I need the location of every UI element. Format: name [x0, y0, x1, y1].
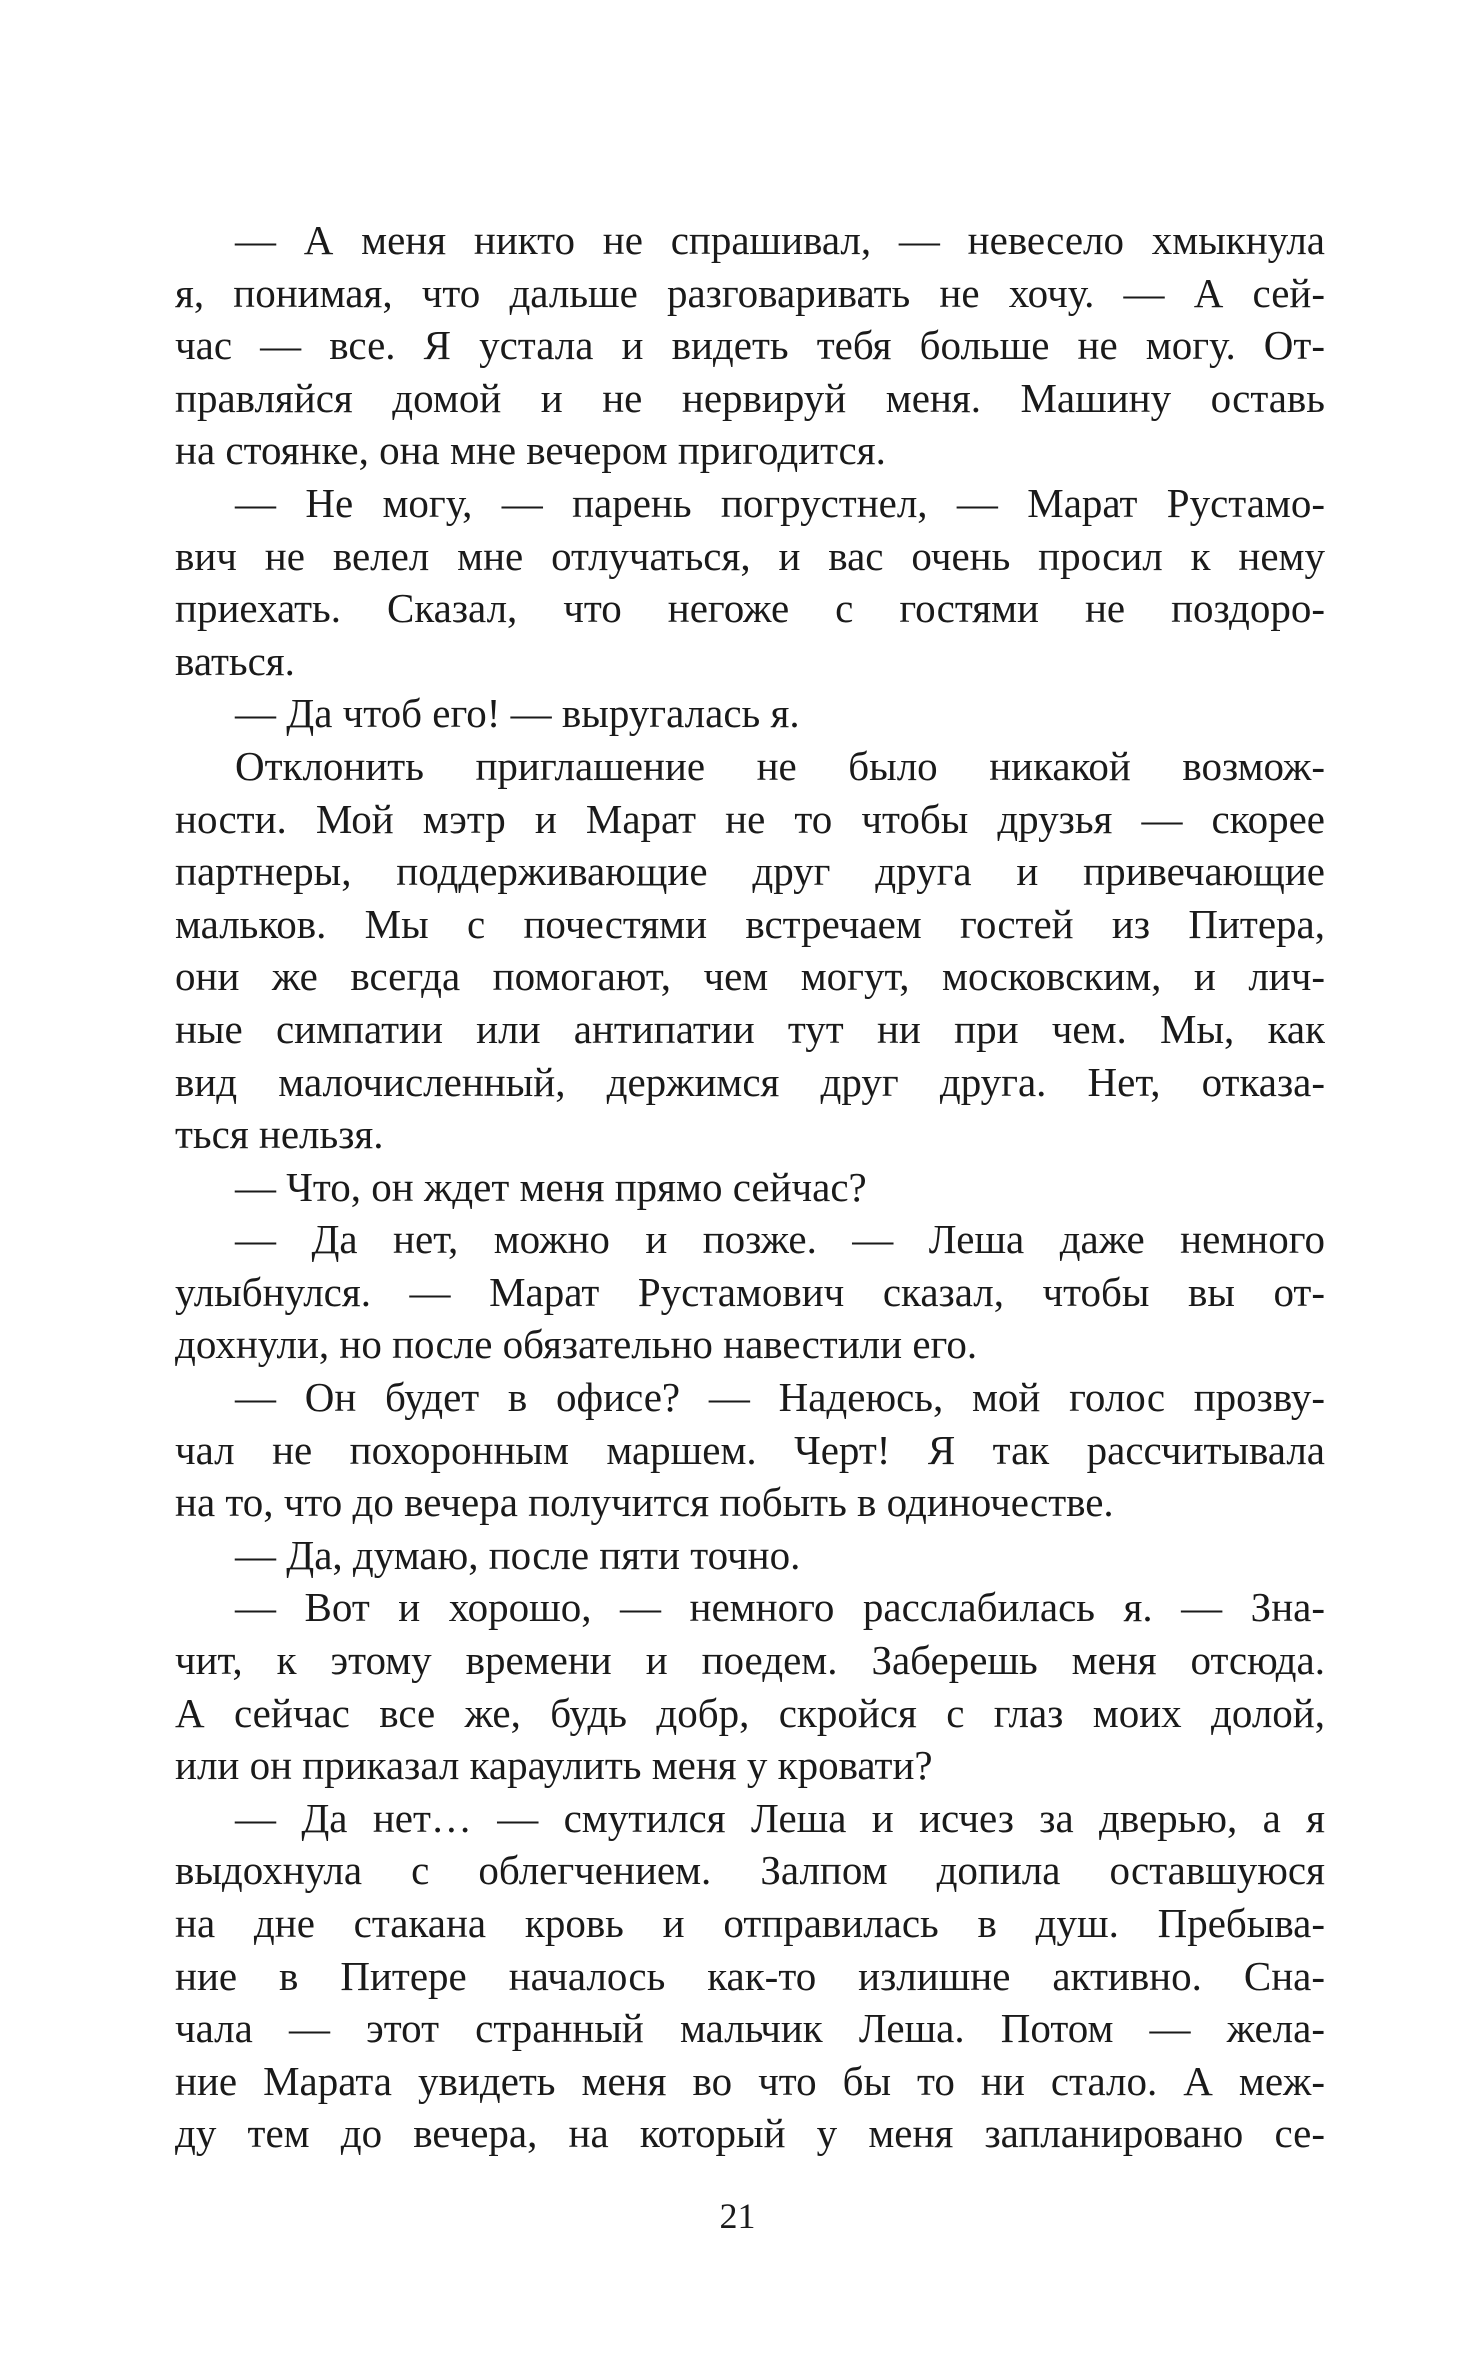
page-number: 21: [719, 2196, 756, 2236]
body-text: [175, 214, 1325, 2160]
text-line: вид малочисленный, держимся друг друга. Нет, отказа-: [175, 1058, 1325, 1105]
text-line: — Да, думаю, после пяти точно.: [235, 1531, 801, 1578]
text-line: — Не могу, — парень погрустнел, — Марат Рустамо-: [235, 479, 1325, 526]
text-line: или он приказал караулить меня у кровати?: [175, 1742, 933, 1789]
text-line: Отклонить приглашение не было никакой возмож-: [235, 742, 1325, 789]
text-line: чал не похоронным маршем. Черт! Я так рассчитывала: [175, 1426, 1325, 1473]
text-line: — Да чтоб его! — выругалась я.: [235, 690, 800, 737]
text-line: приехать. Сказал, что негоже с гостями не поздоро-: [175, 585, 1325, 632]
text-line: вич не велел мне отлучаться, и вас очень просил к нему: [175, 532, 1325, 579]
text-line: — Что, он ждет меня прямо сейчас?: [235, 1163, 867, 1210]
text-line: улыбнулся. — Марат Рустамович сказал, чтобы вы от-: [175, 1268, 1325, 1315]
text-line: чит, к этому времени и поедем. Заберешь меня отсюда.: [175, 1637, 1325, 1684]
text-line: я, понимая, что дальше разговаривать не хочу. — А сей-: [175, 269, 1325, 316]
text-line: — А меня никто не спрашивал, — невесело хмыкнула: [235, 217, 1325, 263]
text-line: партнеры, поддерживающие друг друга и привечающие: [175, 848, 1325, 895]
text-line: они же всегда помогают, чем могут, московским, и лич-: [175, 953, 1325, 1000]
text-line: мальков. Мы с почестями встречаем гостей из Питера,: [175, 900, 1325, 947]
text-line: на стоянке, она мне вечером пригодится.: [175, 427, 886, 474]
text-line: — Он будет в офисе? — Надеюсь, мой голос прозву-: [235, 1374, 1325, 1421]
text-line: на то, что до вечера получится побыть в одиночестве.: [175, 1479, 1114, 1526]
text-line: чала — этот странный мальчик Леша. Потом — жела-: [175, 2005, 1325, 2052]
text-line: час — все. Я устала и видеть тебя больше не могу. От-: [175, 322, 1325, 369]
text-line: ние в Питере началось как-то излишне активно. Сна-: [175, 1952, 1325, 1999]
text-line: ться нельзя.: [175, 1111, 384, 1158]
text-line: — Да нет… — смутился Леша и исчез за дверью, а я: [235, 1794, 1325, 1841]
text-line: правляйся домой и не нервируй меня. Машину оставь: [175, 374, 1325, 421]
text-line: на дне стакана кровь и отправилась в душ. Пребыва-: [175, 1900, 1325, 1946]
text-line: выдохнула с облегчением. Залпом допила оставшуюся: [175, 1847, 1325, 1894]
text-line: ности. Мой мэтр и Марат не то чтобы друзья — скорее: [175, 795, 1325, 842]
text-line: ние Марата увидеть меня во что бы то ни стало. А меж-: [175, 2057, 1325, 2104]
text-line: — Да нет, можно и позже. — Леша даже немного: [235, 1216, 1325, 1263]
text-line: А сейчас все же, будь добр, скройся с глаз моих долой,: [175, 1689, 1325, 1736]
text-line: — Вот и хорошо, — немного расслабилась я. — Зна-: [235, 1584, 1325, 1631]
text-line: ваться.: [175, 637, 295, 684]
text-line: ду тем до вечера, на который у меня запланировано се-: [175, 2110, 1325, 2157]
text-line: дохнули, но после обязательно навестили его.: [175, 1321, 978, 1368]
text-line: ные симпатии или антипатии тут ни при чем. Мы, как: [175, 1005, 1325, 1052]
